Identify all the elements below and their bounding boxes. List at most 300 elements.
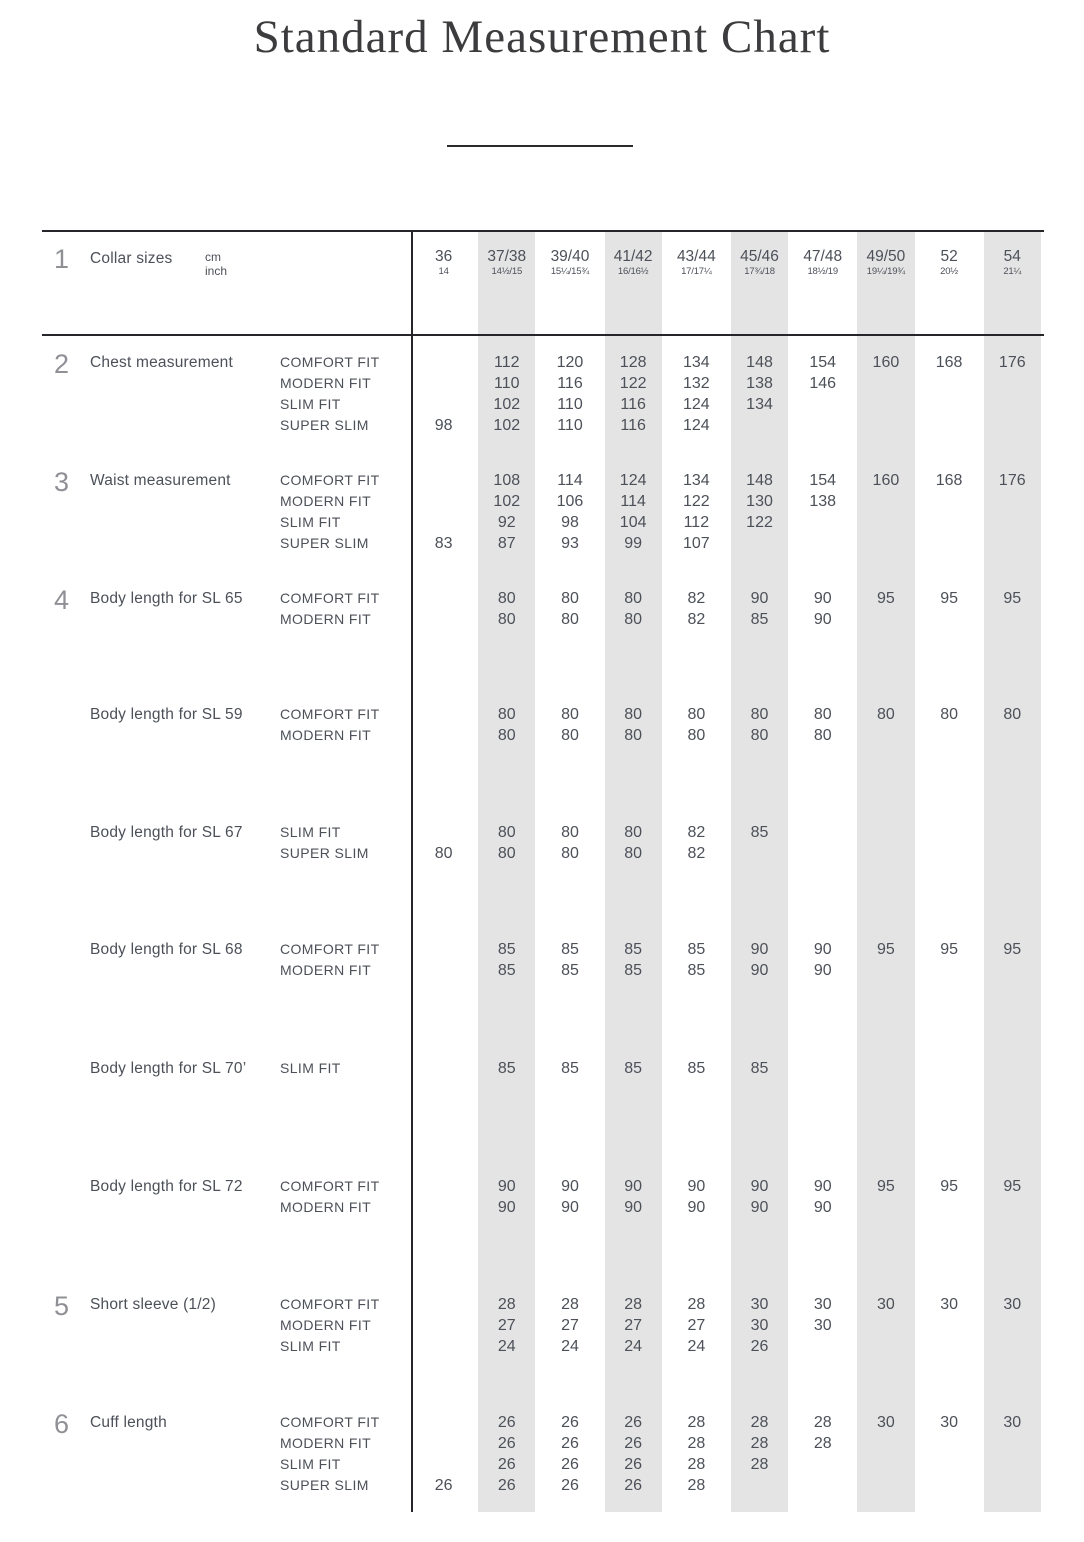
measurement-value [854, 1475, 917, 1496]
measurement-value: 24 [687, 1338, 706, 1355]
row-number: 3 [54, 467, 70, 497]
measurement-value: 26 [497, 1456, 516, 1473]
measurement-value: 80 [687, 727, 706, 744]
measurement-value: 30 [813, 1317, 832, 1334]
measurement-value [854, 491, 917, 512]
measurement-value: 26 [750, 1338, 769, 1355]
measurement-value: 110 [557, 396, 583, 413]
measurement-value [981, 512, 1044, 533]
measurement-value: 80 [624, 590, 643, 607]
measurement-value [412, 822, 475, 843]
measurement-value [854, 1336, 917, 1357]
measurement-value: 95 [1003, 941, 1022, 958]
fit-label: SLIM FIT [280, 1060, 341, 1076]
measurement-value [791, 1058, 854, 1079]
measurement-value: 26 [561, 1477, 579, 1494]
measurement-value: 80 [497, 727, 516, 744]
measurement-value: 116 [557, 375, 583, 392]
measurement-value: 138 [746, 375, 773, 392]
measurement-value: 27 [561, 1317, 579, 1334]
measurement-value: 85 [687, 962, 706, 979]
measurement-value [918, 491, 981, 512]
measurement-value: 90 [750, 962, 769, 979]
measurement-value [791, 415, 854, 436]
row-number: 4 [54, 585, 70, 615]
measurement-value: 83 [434, 535, 453, 552]
fit-label: MODERN FIT [280, 1317, 372, 1333]
measurement-value [918, 1315, 981, 1336]
measurement-value [918, 1058, 981, 1079]
measurement-value: 90 [750, 1178, 769, 1195]
measurement-value: 85 [561, 962, 579, 979]
measurement-section [42, 349, 1044, 436]
measurement-value: 87 [497, 535, 516, 552]
measurement-value: 28 [750, 1435, 769, 1452]
measurement-value [854, 1197, 917, 1218]
measurement-value: 82 [687, 824, 706, 841]
measurement-value: 85 [497, 962, 516, 979]
measurement-value: 28 [561, 1296, 579, 1313]
measurement-value: 85 [750, 611, 769, 628]
collar-size-inch: 17¾/18 [744, 266, 775, 277]
measurement-value: 116 [620, 396, 646, 413]
measurement-value: 95 [1003, 590, 1022, 607]
collar-size-inch: 17/17¼ [681, 266, 712, 277]
measurement-value: 27 [497, 1317, 516, 1334]
measurement-value: 98 [561, 514, 579, 531]
row-number [42, 939, 90, 981]
row-number [42, 822, 90, 864]
row-number [42, 704, 90, 746]
measurement-value [854, 725, 917, 746]
measurement-value: 112 [683, 514, 710, 531]
measurement-value [981, 1197, 1044, 1218]
measurement-value: 27 [624, 1317, 643, 1334]
measurement-value [412, 1412, 475, 1433]
fit-label: SLIM FIT [280, 1456, 341, 1472]
measurement-value: 28 [750, 1456, 769, 1473]
measurement-value [981, 609, 1044, 630]
measurement-value: 122 [619, 375, 647, 392]
collar-size-column-header [475, 245, 538, 334]
measurement-value [981, 960, 1044, 981]
measurement-value: 30 [940, 1414, 958, 1431]
measurement-value: 95 [1003, 1178, 1022, 1195]
measurement-value [791, 394, 854, 415]
fit-label: SLIM FIT [280, 824, 341, 840]
measurement-value: 124 [682, 417, 710, 434]
measurement-value [981, 1475, 1044, 1496]
fit-label: MODERN FIT [280, 727, 372, 743]
measurement-value: 102 [493, 417, 521, 434]
measurement-value: 26 [434, 1477, 453, 1494]
fit-label: MODERN FIT [280, 1199, 372, 1215]
measurement-value: 26 [497, 1435, 516, 1452]
measurement-value: 26 [561, 1414, 579, 1431]
row-number [42, 1058, 90, 1079]
measurement-value: 134 [682, 472, 710, 489]
measurement-value: 148 [746, 354, 773, 371]
title-divider [447, 145, 633, 147]
measurement-value: 30 [750, 1317, 769, 1334]
measurement-value: 92 [497, 514, 516, 531]
measurement-value: 90 [813, 962, 832, 979]
collar-size-cm: 37/38 [487, 248, 527, 265]
fit-label: MODERN FIT [280, 611, 372, 627]
measurement-value [791, 512, 854, 533]
measurement-value: 26 [624, 1435, 643, 1452]
fit-label: COMFORT FIT [280, 941, 380, 957]
measurement-value: 24 [561, 1338, 579, 1355]
measurement-value: 80 [624, 706, 643, 723]
measurement-value: 114 [620, 493, 646, 510]
measurement-value: 134 [746, 396, 773, 413]
measurement-value: 85 [687, 1060, 706, 1077]
unit-cm-label: cm [205, 250, 221, 264]
row-label: Waist measurement [90, 472, 231, 489]
fit-label: MODERN FIT [280, 375, 372, 391]
measurement-section [42, 1058, 1044, 1079]
measurement-value: 114 [557, 472, 583, 489]
measurement-value: 102 [493, 396, 521, 413]
table-content [42, 232, 1044, 1496]
row-number: 1 [54, 244, 70, 274]
fit-label: MODERN FIT [280, 493, 372, 509]
measurement-value: 138 [809, 493, 837, 510]
measurement-value [412, 512, 475, 533]
measurement-value [412, 588, 475, 609]
measurement-value: 80 [497, 590, 516, 607]
measurement-value: 85 [687, 941, 706, 958]
measurement-value: 27 [687, 1317, 706, 1334]
measurement-value: 80 [561, 611, 579, 628]
collar-size-column-header [538, 245, 601, 334]
row-label: Chest measurement [90, 354, 233, 371]
measurement-value [854, 373, 917, 394]
measurement-value [918, 1475, 981, 1496]
measurement-value: 80 [497, 845, 516, 862]
measurement-value: 124 [682, 396, 710, 413]
measurement-value [412, 1336, 475, 1357]
measurement-section [42, 1291, 1044, 1357]
measurement-value: 30 [877, 1414, 895, 1431]
fit-label: MODERN FIT [280, 962, 372, 978]
measurement-value: 90 [750, 1199, 769, 1216]
measurement-value: 80 [434, 845, 453, 862]
measurement-value: 30 [1003, 1414, 1022, 1431]
collar-size-inch: 15¼/15¾ [550, 266, 590, 277]
measurement-value: 80 [813, 706, 832, 723]
measurement-value [918, 822, 981, 843]
measurement-value: 28 [687, 1296, 706, 1313]
collar-size-column-header [412, 245, 475, 334]
measurement-value: 95 [877, 941, 895, 958]
fit-label: SUPER SLIM [280, 1477, 369, 1493]
measurement-value: 24 [624, 1338, 643, 1355]
measurement-value [918, 1336, 981, 1357]
measurement-value: 30 [813, 1296, 832, 1313]
measurement-value: 28 [687, 1414, 706, 1431]
measurement-value [412, 1315, 475, 1336]
measurement-value: 82 [687, 845, 706, 862]
measurement-value: 80 [624, 824, 643, 841]
measurement-value: 80 [561, 590, 579, 607]
measurement-value: 26 [624, 1414, 643, 1431]
unit-labels [205, 245, 412, 334]
measurement-value: 90 [750, 941, 769, 958]
row-number: 2 [54, 349, 70, 379]
measurement-value: 108 [493, 472, 521, 489]
collar-size-inch: 19¼/19¾ [866, 266, 906, 277]
collar-size-cm: 36 [434, 248, 453, 265]
measurement-value: 80 [750, 727, 769, 744]
measurement-value: 90 [624, 1199, 643, 1216]
measurement-value: 26 [561, 1456, 579, 1473]
measurement-value [918, 1433, 981, 1454]
measurement-value: 85 [624, 941, 643, 958]
row-label: Body length for SL 65 [90, 590, 243, 607]
measurement-value: 132 [682, 375, 710, 392]
measurement-value: 80 [624, 611, 643, 628]
measurement-value: 85 [561, 941, 579, 958]
measurement-value [854, 1433, 917, 1454]
measurement-section [42, 704, 1044, 746]
measurement-value: 104 [619, 514, 647, 531]
measurement-value: 80 [497, 611, 516, 628]
measurement-value: 122 [682, 493, 710, 510]
measurement-value: 90 [813, 941, 832, 958]
measurement-value: 90 [561, 1178, 579, 1195]
measurement-value: 30 [750, 1296, 769, 1313]
measurement-value: 80 [561, 727, 579, 744]
fit-label: SLIM FIT [280, 396, 341, 412]
measurement-section [42, 1176, 1044, 1218]
measurement-value: 95 [877, 590, 895, 607]
measurement-value [791, 1336, 854, 1357]
measurement-value: 90 [497, 1178, 516, 1195]
measurement-value [918, 843, 981, 864]
measurement-sections [42, 349, 1044, 1496]
measurement-value [412, 394, 475, 415]
measurement-value: 99 [624, 535, 643, 552]
collar-size-column-header [728, 245, 791, 334]
measurement-value [412, 939, 475, 960]
measurement-value: 80 [940, 706, 958, 723]
collar-size-column-header [981, 245, 1044, 334]
measurement-value: 98 [434, 417, 453, 434]
measurement-value [412, 470, 475, 491]
measurement-value: 80 [624, 727, 643, 744]
measurement-value: 90 [624, 1178, 643, 1195]
measurement-value: 176 [998, 354, 1026, 371]
fit-label: COMFORT FIT [280, 472, 380, 488]
measurement-value [918, 415, 981, 436]
measurement-section [42, 822, 1044, 864]
row-label: Body length for SL 70’ [90, 1060, 247, 1077]
measurement-value: 80 [497, 706, 516, 723]
measurement-value [854, 533, 917, 554]
measurement-value: 80 [497, 824, 516, 841]
measurement-value [918, 725, 981, 746]
measurement-value: 26 [561, 1435, 579, 1452]
measurement-value [981, 373, 1044, 394]
measurement-value [981, 725, 1044, 746]
measurement-value [981, 415, 1044, 436]
measurement-value: 28 [813, 1414, 832, 1431]
measurement-value: 85 [750, 1060, 769, 1077]
measurement-value: 80 [1003, 706, 1022, 723]
fit-label: COMFORT FIT [280, 354, 380, 370]
collar-size-column-header [791, 245, 854, 334]
measurement-value: 160 [872, 472, 900, 489]
measurement-value: 93 [561, 535, 579, 552]
measurement-value: 28 [813, 1435, 832, 1452]
measurement-value [412, 352, 475, 373]
fit-label: COMFORT FIT [280, 1296, 380, 1312]
measurement-value: 95 [940, 1178, 958, 1195]
fit-label: SLIM FIT [280, 514, 341, 530]
measurement-value [854, 512, 917, 533]
measurement-section [42, 1409, 1044, 1496]
measurement-value [981, 1454, 1044, 1475]
collar-sizes-header-row [42, 232, 1044, 336]
measurement-value [412, 960, 475, 981]
measurement-value: 30 [877, 1296, 895, 1313]
measurement-value: 30 [1003, 1296, 1022, 1313]
row-number: 5 [54, 1291, 70, 1321]
measurement-value [412, 1454, 475, 1475]
measurement-value [728, 1475, 791, 1496]
unit-inch-label: inch [205, 264, 228, 278]
measurement-value: 90 [687, 1178, 706, 1195]
measurement-value [854, 609, 917, 630]
measurement-section [42, 467, 1044, 554]
collar-size-cm: 39/40 [550, 248, 590, 265]
fit-label: MODERN FIT [280, 1435, 372, 1451]
measurement-value [412, 609, 475, 630]
measurement-value [981, 1058, 1044, 1079]
measurement-value: 90 [497, 1199, 516, 1216]
measurement-value [854, 822, 917, 843]
measurement-value: 26 [624, 1456, 643, 1473]
measurement-value: 26 [624, 1477, 643, 1494]
measurement-value: 80 [687, 706, 706, 723]
measurement-value: 80 [561, 845, 579, 862]
measurement-value: 116 [620, 417, 646, 434]
page-title: Standard Measurement Chart [253, 11, 831, 63]
measurement-value: 90 [813, 1199, 832, 1216]
collar-size-column-header [602, 245, 665, 334]
measurement-value: 28 [687, 1456, 706, 1473]
collar-size-inch: 16/16½ [617, 266, 649, 277]
measurement-value [412, 1294, 475, 1315]
measurement-value: 112 [494, 354, 520, 371]
measurement-value [981, 394, 1044, 415]
fit-label: COMFORT FIT [280, 590, 380, 606]
measurement-value: 85 [750, 824, 769, 841]
measurement-value [728, 415, 791, 436]
collar-size-cm: 54 [1003, 248, 1021, 265]
collar-size-column-header [918, 245, 981, 334]
measurement-value: 95 [877, 1178, 895, 1195]
measurement-value [728, 843, 791, 864]
measurement-value [918, 609, 981, 630]
measurement-value: 110 [557, 417, 583, 434]
measurement-value: 90 [813, 590, 832, 607]
measurement-value: 154 [809, 354, 837, 371]
measurement-value: 85 [624, 1060, 643, 1077]
collar-size-cm: 45/46 [740, 248, 779, 265]
row-number: 6 [54, 1409, 70, 1439]
measurement-value: 110 [494, 375, 520, 392]
collar-size-cm: 47/48 [803, 248, 843, 265]
measurement-value [854, 415, 917, 436]
row-label: Cuff length [90, 1414, 167, 1431]
measurement-value: 176 [998, 472, 1026, 489]
measurement-value [854, 1454, 917, 1475]
measurement-value: 90 [813, 1178, 832, 1195]
collar-size-cm: 41/42 [613, 248, 653, 265]
measurement-value: 168 [935, 354, 963, 371]
measurement-value: 95 [940, 590, 958, 607]
measurement-value: 148 [746, 472, 773, 489]
measurement-value [918, 960, 981, 981]
row-label: Body length for SL 68 [90, 941, 243, 958]
measurement-value: 120 [556, 354, 584, 371]
fit-label: COMFORT FIT [280, 1178, 380, 1194]
measurement-value: 146 [809, 375, 837, 392]
measurement-value: 28 [687, 1477, 706, 1494]
measurement-value: 168 [935, 472, 963, 489]
measurement-value [412, 725, 475, 746]
measurement-value: 28 [497, 1296, 516, 1313]
measurement-value [412, 1197, 475, 1218]
measurement-value: 26 [497, 1414, 516, 1431]
collar-size-inch: 20½ [940, 266, 959, 277]
measurement-value [918, 1197, 981, 1218]
fit-label: COMFORT FIT [280, 706, 380, 722]
collar-size-inch: 14½/15 [491, 266, 523, 277]
measurement-value: 24 [497, 1338, 516, 1355]
measurement-value: 128 [619, 354, 647, 371]
measurement-section [42, 585, 1044, 630]
measurement-value: 82 [687, 590, 706, 607]
measurement-value [981, 491, 1044, 512]
measurement-value: 80 [561, 706, 579, 723]
collar-size-column-header [665, 245, 728, 334]
measurement-value [981, 1315, 1044, 1336]
measurement-value [981, 533, 1044, 554]
collar-size-inch: 18½/19 [807, 266, 838, 277]
measurement-value: 30 [940, 1296, 958, 1313]
measurement-value: 124 [619, 472, 647, 489]
measurement-value [791, 1475, 854, 1496]
fit-label: COMFORT FIT [280, 1414, 380, 1430]
measurement-value [412, 1433, 475, 1454]
collar-size-cm: 49/50 [866, 248, 906, 265]
measurement-value [854, 394, 917, 415]
measurement-value: 82 [687, 611, 706, 628]
measurement-value: 122 [746, 514, 773, 531]
measurement-value: 28 [687, 1435, 706, 1452]
measurement-value [412, 373, 475, 394]
measurement-value [791, 1454, 854, 1475]
measurement-table [42, 230, 1044, 1512]
measurement-value [981, 1336, 1044, 1357]
collar-size-column-header [854, 245, 917, 334]
collar-sizes-label: Collar sizes [90, 250, 173, 267]
measurement-value: 85 [497, 941, 516, 958]
